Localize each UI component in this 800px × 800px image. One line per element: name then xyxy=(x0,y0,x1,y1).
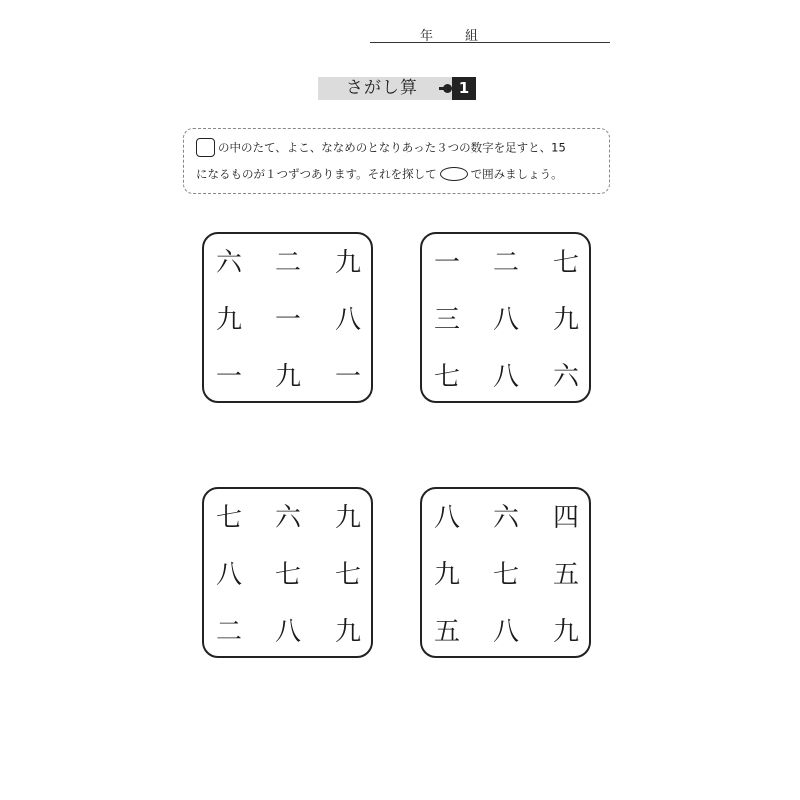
instruction-line-1 xyxy=(196,138,566,157)
grid-cell[interactable]: 七 xyxy=(334,560,361,590)
grid-cell[interactable]: 四 xyxy=(552,503,579,533)
number-grid-2 xyxy=(420,232,591,403)
grid-cell[interactable]: 七 xyxy=(215,503,242,533)
instruction-text-2b: で囲みましょう。 xyxy=(470,167,563,181)
page-title: さがし算 xyxy=(346,78,418,98)
title-dot-icon xyxy=(443,84,452,93)
grid-cell[interactable]: 九 xyxy=(552,305,579,335)
grid-cell[interactable]: 九 xyxy=(334,503,361,533)
grid-cell[interactable]: 八 xyxy=(274,617,301,647)
grid-cell[interactable]: 八 xyxy=(492,305,519,335)
grid-cell[interactable]: 九 xyxy=(334,617,361,647)
grid-cell[interactable]: 六 xyxy=(274,503,301,533)
instruction-text-1: の中のたて、よこ、ななめのとなりあった３つの数字を足すと、15 xyxy=(218,140,566,155)
grid-cell[interactable]: 八 xyxy=(492,617,519,647)
title-bar xyxy=(318,77,476,100)
grid-cell[interactable]: 一 xyxy=(274,305,301,335)
name-line xyxy=(370,24,610,43)
grid-cell[interactable]: 九 xyxy=(433,560,460,590)
number-grid-1 xyxy=(202,232,373,403)
grid-cell[interactable]: 九 xyxy=(215,305,242,335)
grid-cell[interactable]: 八 xyxy=(433,503,460,533)
grid-cell[interactable]: 七 xyxy=(492,560,519,590)
grid-cell[interactable]: 八 xyxy=(334,305,361,335)
grid-cell[interactable]: 二 xyxy=(215,617,242,647)
grid-cell[interactable]: 六 xyxy=(215,248,242,278)
grid-cell[interactable]: 二 xyxy=(492,248,519,278)
grid-cell[interactable]: 六 xyxy=(552,362,579,392)
grid-cell[interactable]: 八 xyxy=(215,560,242,590)
grid-cell[interactable]: 六 xyxy=(492,503,519,533)
grid-cell[interactable]: 五 xyxy=(552,560,579,590)
class-label: 組 xyxy=(465,29,479,44)
grid-cell[interactable]: 八 xyxy=(492,362,519,392)
number-grid-3 xyxy=(202,487,373,658)
grid-cell[interactable]: 九 xyxy=(334,248,361,278)
grid-cell[interactable]: 二 xyxy=(274,248,301,278)
square-icon xyxy=(196,138,215,157)
oval-icon xyxy=(440,167,468,181)
number-grid-4 xyxy=(420,487,591,658)
instruction-line-2 xyxy=(196,166,563,182)
year-label: 年 xyxy=(420,29,434,44)
grid-cell[interactable]: 九 xyxy=(552,617,579,647)
title-number: 1 xyxy=(452,77,476,100)
grid-cell[interactable]: 七 xyxy=(552,248,579,278)
grid-cell[interactable]: 九 xyxy=(274,362,301,392)
grid-cell[interactable]: 三 xyxy=(433,305,460,335)
grid-cell[interactable]: 一 xyxy=(433,248,460,278)
instruction-box xyxy=(183,128,610,194)
grid-cell[interactable]: 一 xyxy=(215,362,242,392)
grid-cell[interactable]: 一 xyxy=(334,362,361,392)
instruction-text-2a: になるものが１つずつあります。それを探して xyxy=(196,167,437,181)
grid-cell[interactable]: 五 xyxy=(433,617,460,647)
grid-cell[interactable]: 七 xyxy=(274,560,301,590)
grid-cell[interactable]: 七 xyxy=(433,362,460,392)
